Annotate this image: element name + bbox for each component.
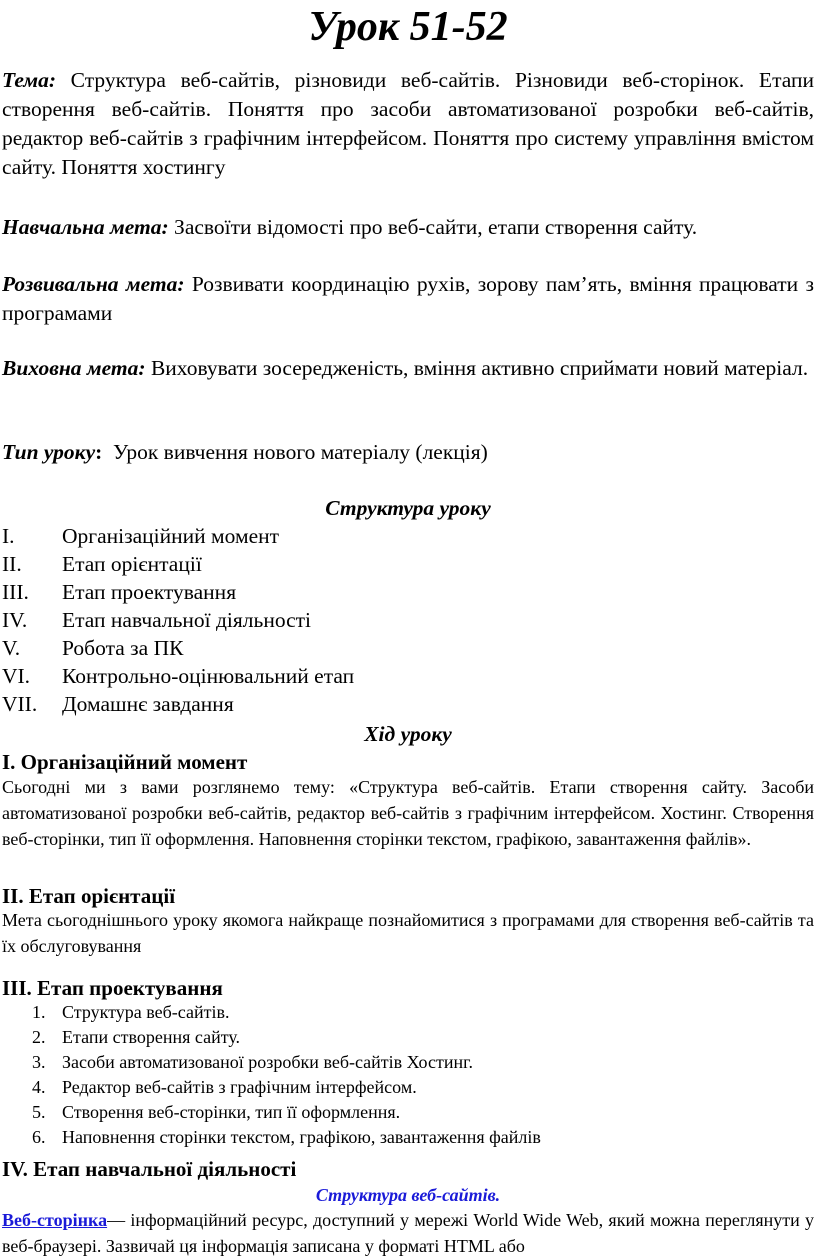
section-4-heading: IV. Етап навчальної діяльності — [2, 1157, 297, 1181]
upbringing-goal-text: Виховувати зосередженість, вміння активно сприймати новий матеріал. — [145, 356, 809, 380]
structure-item: II. Етап орієнтації — [2, 552, 202, 576]
lesson-type-paragraph — [2, 438, 814, 467]
web-page-term-link[interactable]: Веб-сторінка — [2, 1210, 108, 1230]
section-3-list — [32, 1000, 772, 1150]
section-4-subheading: Структура веб-сайтів. — [315, 1185, 501, 1205]
structure-list — [2, 522, 782, 718]
educational-goal-paragraph — [2, 213, 814, 242]
upbringing-goal-paragraph — [2, 354, 814, 383]
page-title: Урок 51-52 — [308, 4, 508, 50]
list-item: 2. Етапи створення сайту. — [32, 1027, 241, 1047]
structure-item: IV. Етап навчальної діяльності — [2, 608, 312, 632]
structure-item: VII. Домашнє завдання — [2, 692, 234, 716]
topic-text: Структура веб-сайтів, різновиди веб-сайтів. Різновиди веб-сторінок. Етапи створення веб-сайтів. Поняття про засоби автоматизованої розробки веб-сайтів, редактор веб-сайтів з графічним інтерфейсом. Поняття про систему управління вмістом сайту. Поняття хостингу — [2, 68, 814, 179]
list-item: 5. Створення веб-сторінки, тип її оформлення. — [32, 1102, 401, 1122]
educational-goal-label: Навчальна мета: — [2, 215, 169, 239]
structure-item: VI. Контрольно-оцінювальний етап — [2, 664, 355, 688]
list-item: 1. Структура веб-сайтів. — [32, 1002, 230, 1022]
topic-label: Тема: — [2, 68, 57, 92]
section-1-heading: I. Організаційний момент — [2, 750, 248, 774]
lesson-type-label: Тип уроку — [2, 440, 96, 464]
section-3-heading: III. Етап проектування — [2, 976, 223, 1000]
list-item: 3. Засоби автоматизованої розробки веб-сайтів Хостинг. — [32, 1052, 473, 1072]
section-2-heading: II. Етап орієнтації — [2, 884, 176, 908]
section-1-text: Сьогодні ми з вами розглянемо тему: «Структура веб-сайтів. Етапи створення сайту. Засоби автоматизованої розробки веб-сайтів, редактор веб-сайтів з графічним інтерфейсом. Хостинг. Створення веб-сторінки, тип її оформлення. Наповнення сторінки текстом, графікою, завантаження файлів». — [2, 777, 814, 849]
developmental-goal-paragraph — [2, 270, 814, 328]
list-item: 4. Редактор веб-сайтів з графічним інтерфейсом. — [32, 1077, 417, 1097]
topic-paragraph — [2, 66, 814, 182]
lesson-type-text: Урок вивчення нового матеріалу (лекція) — [102, 440, 488, 464]
structure-heading: Структура уроку — [325, 496, 491, 520]
upbringing-goal-label: Виховна мета: — [2, 356, 146, 380]
section-4-text — [2, 1207, 814, 1259]
lesson-type-colon: : — [95, 440, 103, 464]
list-item: 6. Наповнення сторінки текстом, графікою, завантаження файлів — [32, 1127, 541, 1147]
structure-item: V. Робота за ПК — [2, 636, 184, 660]
developmental-goal-label: Розвивальна мета: — [2, 272, 185, 296]
developmental-goal-text: Розвивати координацію рухів, зорову пам’ять, вміння працювати з програмами — [2, 272, 814, 325]
structure-item: I. Організаційний момент — [2, 524, 280, 548]
educational-goal-text: Засвоїти відомості про веб-сайти, етапи створення сайту. — [168, 215, 698, 239]
section-2-text: Мета сьогоднішнього уроку якомога найкраще познайомитися з програмами для створення веб-сайтів та їх обслуговування — [2, 910, 814, 956]
web-page-definition: — інформаційний ресурс, доступний у мережі World Wide Web, який можна переглянути у веб-браузері. Зазвичай ця інформація записана у форматі HTML або — [2, 1210, 814, 1256]
lesson-course-heading: Хід уроку — [364, 722, 452, 746]
structure-item: III. Етап проектування — [2, 580, 237, 604]
